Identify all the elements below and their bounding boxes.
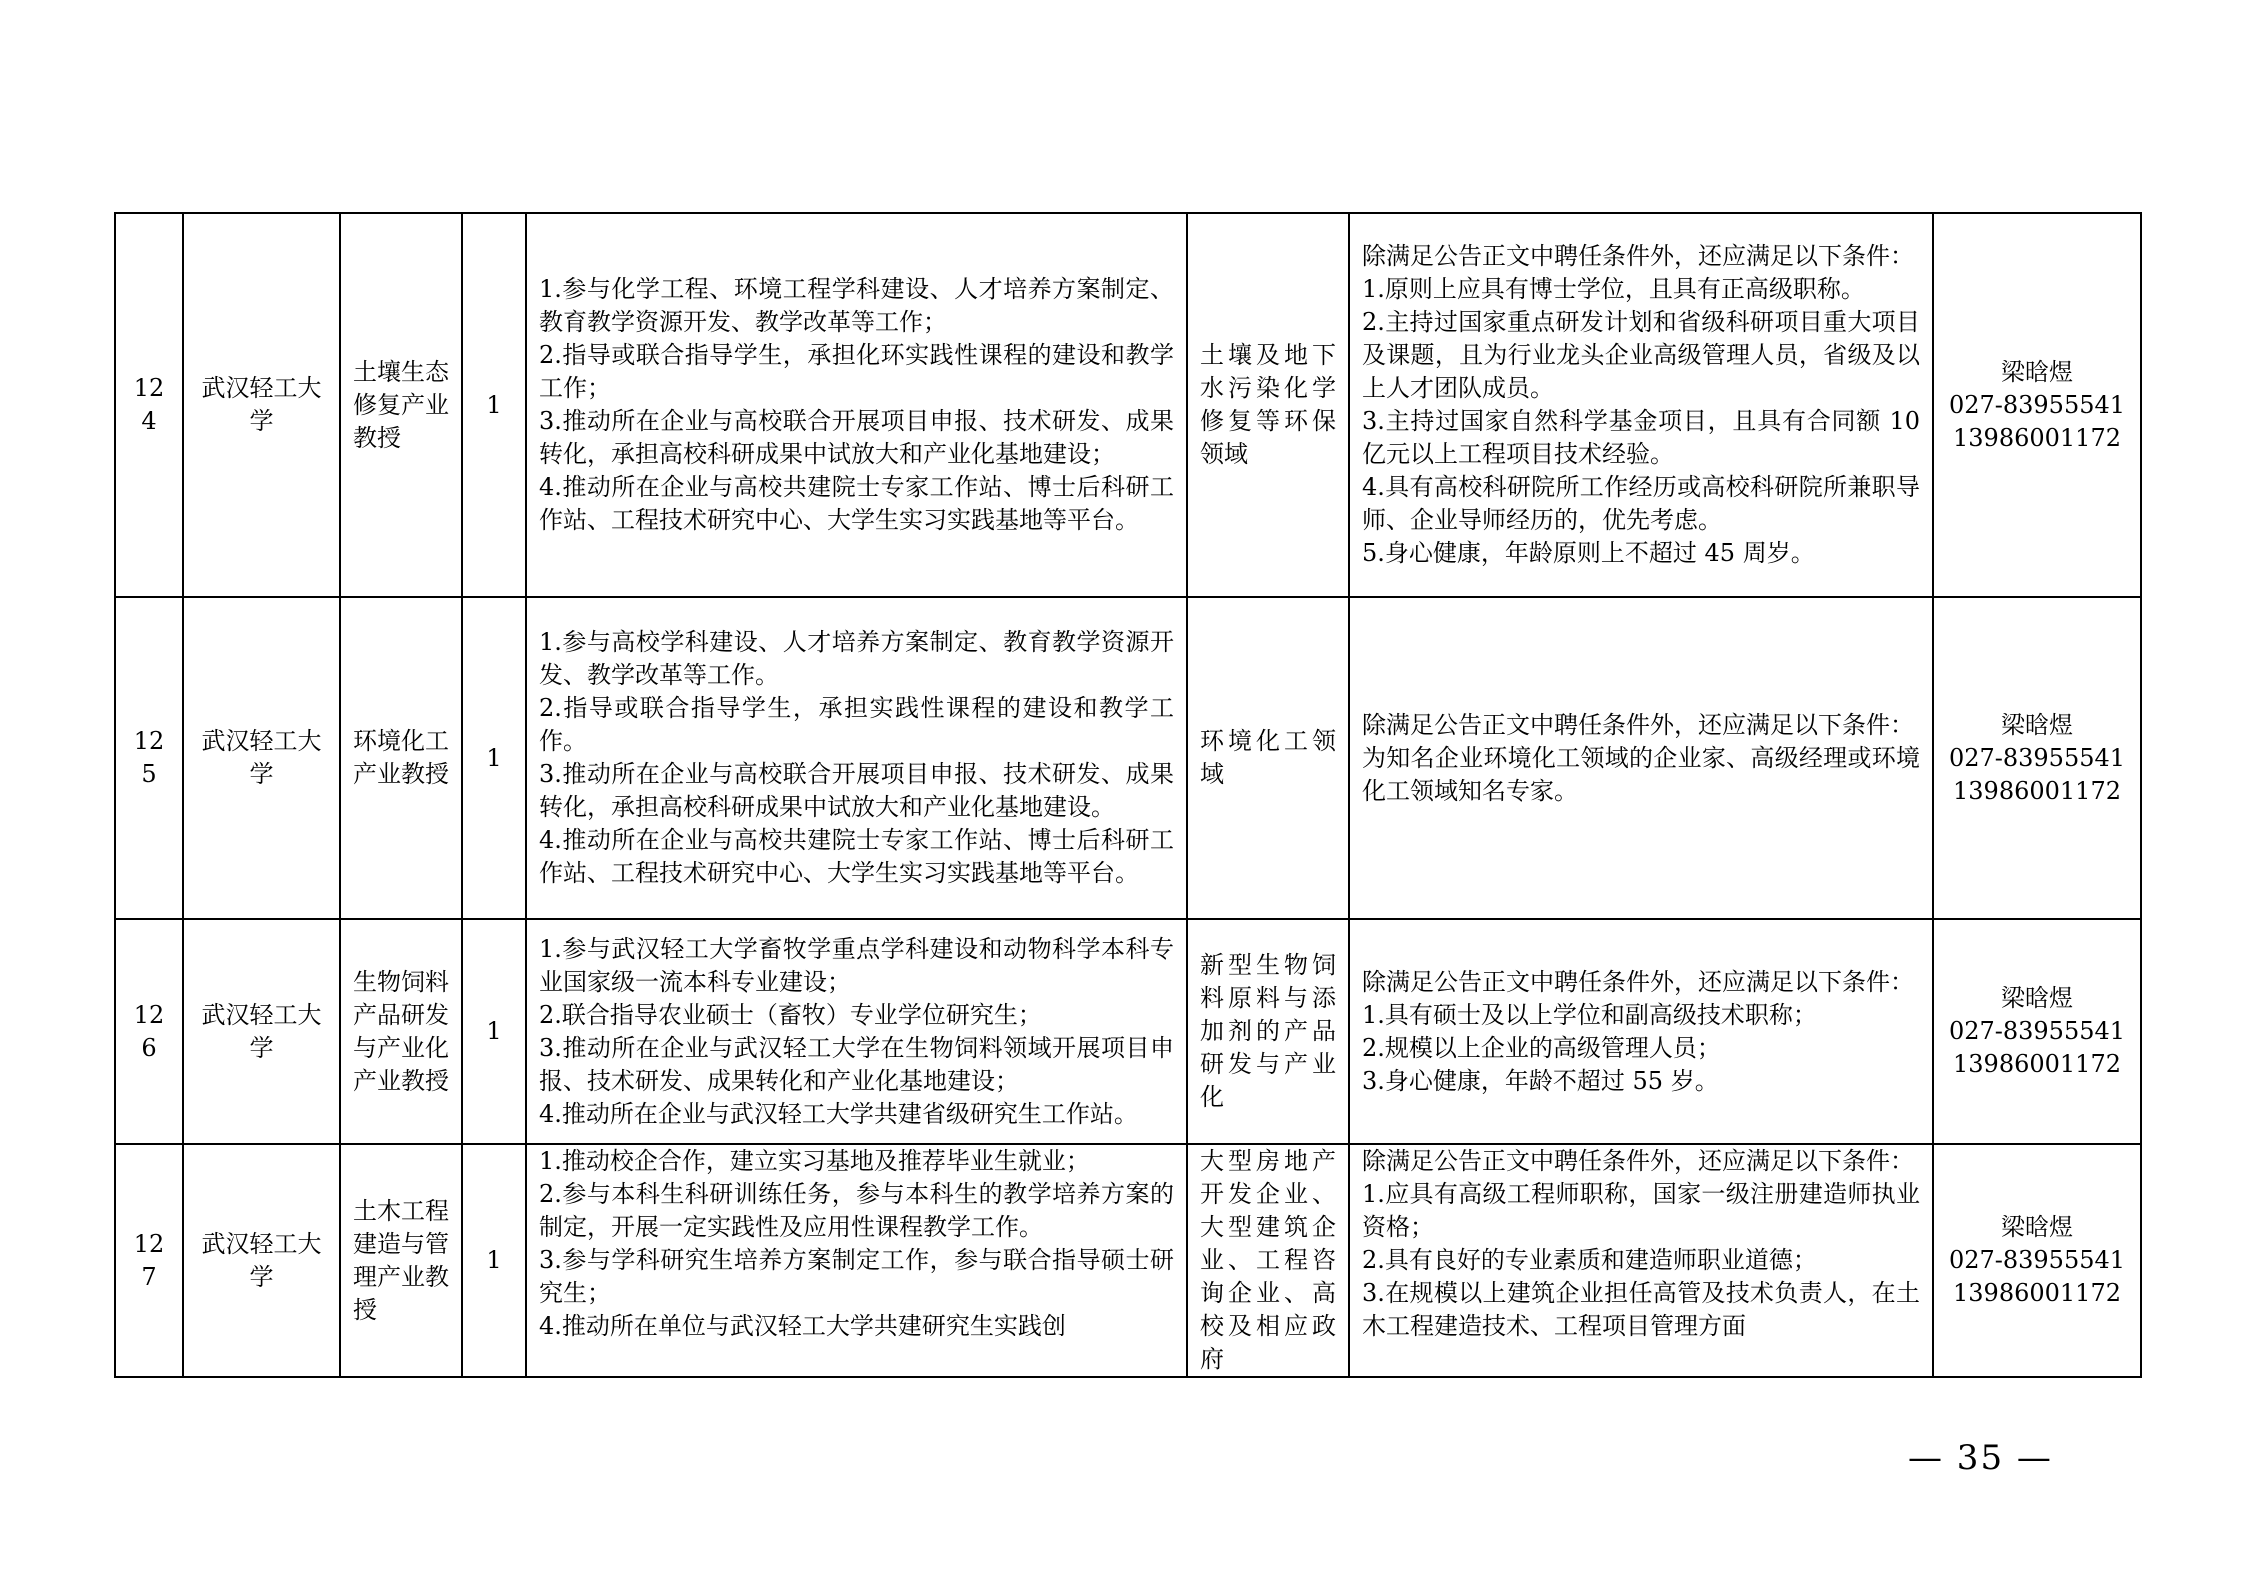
contact-mobile: 13986001172 — [1953, 776, 2121, 805]
requirements-cell — [1349, 597, 1933, 919]
requirement-line: 除满足公告正文中聘任条件外，还应满足以下条件： — [1362, 710, 1914, 739]
table-row — [115, 919, 2141, 1144]
requirement-line: 2.具有良好的专业素质和建造师职业道德； — [1362, 1246, 1817, 1274]
duty-line: 3.推动所在企业与高校联合开展项目申报、技术研发、成果转化，承担高校科研成果中试放大和产业化基地建设。 — [539, 760, 1174, 821]
duty-line: 1.参与武汉轻工大学畜牧学重点学科建设和动物科学本科专业国家级一流本科专业建设； — [539, 934, 1174, 996]
requirements-cell — [1349, 1144, 1933, 1377]
requirement-line: 3.主持过国家自然科学基金项目，且具有合同额 10 亿元以上工程项目技术经验。 — [1362, 407, 1920, 468]
table-row — [115, 597, 2141, 919]
requirement-line: 除满足公告正文中聘任条件外，还应满足以下条件： — [1362, 1147, 1914, 1175]
unit-name: 武汉轻工大学 — [183, 597, 340, 919]
requirements-cell — [1349, 919, 1933, 1144]
position-count: 1 — [462, 213, 526, 597]
requirements-cell — [1349, 213, 1933, 597]
row-number: 127 — [115, 1144, 183, 1377]
unit-name: 武汉轻工大学 — [183, 213, 340, 597]
contact-name: 梁晗煜 — [2001, 984, 2073, 1012]
row-number: 126 — [115, 919, 183, 1144]
recruitment-table-page — [114, 212, 2140, 1378]
duty-line: 3.参与学科研究生培养方案制定工作，参与联合指导硕士研究生； — [539, 1246, 1174, 1307]
duty-line: 1.推动校企合作，建立实习基地及推荐毕业生就业； — [539, 1147, 1090, 1175]
requirement-line: 3.在规模以上建筑企业担任高管及技术负责人，在土木工程建造技术、工程项目管理方面 — [1362, 1279, 1920, 1340]
duties-cell — [526, 919, 1187, 1144]
position-count: 1 — [462, 1144, 526, 1377]
contact-cell — [1933, 597, 2141, 919]
requirement-line: 2.主持过国家重点研发计划和省级科研项目重大项目及课题，且为行业龙头企业高级管理人员，省级及以上人才团队成员。 — [1362, 308, 1920, 402]
requirement-line: 2.规模以上企业的高级管理人员； — [1362, 1033, 1721, 1062]
requirement-line: 3.身心健康，年龄不超过 55 岁。 — [1362, 1066, 1719, 1095]
position-title: 生物饲料产品研发与产业化产业教授 — [340, 919, 462, 1144]
duty-line: 2.指导或联合指导学生，承担化环实践性课程的建设和教学工作； — [539, 341, 1174, 402]
contact-cell — [1933, 213, 2141, 597]
requirement-line: 除满足公告正文中聘任条件外，还应满足以下条件： — [1362, 967, 1914, 996]
duties-cell-inner — [539, 1145, 1174, 1343]
duty-line: 2.指导或联合指导学生，承担实践性课程的建设和教学工作。 — [539, 694, 1174, 755]
field-cell: 新型生物饲料原料与添加剂的产品研发与产业化 — [1187, 919, 1349, 1144]
contact-mobile: 13986001172 — [1953, 423, 2121, 452]
contact-name: 梁晗煜 — [2001, 710, 2073, 739]
requirements-cell-inner — [1362, 1145, 1920, 1343]
requirement-line: 1.原则上应具有博士学位，且具有正高级职称。 — [1362, 275, 1865, 303]
contact-phone: 027-83955541 — [1948, 390, 2126, 419]
unit-name: 武汉轻工大学 — [183, 1144, 340, 1377]
contact-name: 梁晗煜 — [2001, 357, 2073, 386]
requirement-line: 1.具有硕士及以上学位和副高级技术职称； — [1362, 1000, 1817, 1029]
field-cell: 环境化工领域 — [1187, 597, 1349, 919]
contact-name: 梁晗煜 — [2001, 1213, 2073, 1241]
requirement-line: 除满足公告正文中聘任条件外，还应满足以下条件： — [1362, 242, 1914, 270]
requirement-line: 1.应具有高级工程师职称，国家一级注册建造师执业资格； — [1362, 1180, 1920, 1241]
row-number: 124 — [115, 213, 183, 597]
requirement-line: 为知名企业环境化工领域的企业家、高级经理或环境化工领域知名专家。 — [1362, 743, 1920, 805]
field-cell: 大型房地产开发企业、大型建筑企业、工程咨询企业、高校及相应政府 — [1187, 1144, 1349, 1377]
field-cell: 土壤及地下水污染化学修复等环保领域 — [1187, 213, 1349, 597]
duty-line: 4.推动所在企业与高校共建院士专家工作站、博士后科研工作站、工程技术研究中心、大学生实习实践基地等平台。 — [539, 826, 1174, 887]
position-title: 环境化工产业教授 — [340, 597, 462, 919]
requirement-line: 5.身心健康，年龄原则上不超过 45 周岁。 — [1362, 539, 1815, 567]
requirement-line: 4.具有高校科研院所工作经历或高校科研院所兼职导师、企业导师经历的，优先考虑。 — [1362, 473, 1920, 534]
duty-line: 3.推动所在企业与武汉轻工大学在生物饲料领域开展项目申报、技术研发、成果转化和产业化基地建设； — [539, 1033, 1174, 1095]
unit-name: 武汉轻工大学 — [183, 919, 340, 1144]
contact-cell — [1933, 919, 2141, 1144]
contact-mobile: 13986001172 — [1953, 1279, 2121, 1307]
duty-line: 1.参与化学工程、环境工程学科建设、人才培养方案制定、教育教学资源开发、教学改革等工作； — [539, 275, 1174, 336]
table-row — [115, 1144, 2141, 1377]
duties-cell — [526, 597, 1187, 919]
duty-line: 2.参与本科生科研训练任务，参与本科生的教学培养方案的制定，开展一定实践性及应用性课程教学工作。 — [539, 1180, 1174, 1241]
duty-line: 4.推动所在企业与高校共建院士专家工作站、博士后科研工作站、工程技术研究中心、大学生实习实践基地等平台。 — [539, 473, 1174, 534]
contact-phone: 027-83955541 — [1948, 1017, 2126, 1045]
duty-line: 1.参与高校学科建设、人才培养方案制定、教育教学资源开发、教学改革等工作。 — [539, 628, 1174, 689]
duty-line: 4.推动所在企业与武汉轻工大学共建省级研究生工作站。 — [539, 1099, 1138, 1128]
contact-phone: 027-83955541 — [1948, 743, 2126, 772]
contact-cell — [1933, 1144, 2141, 1377]
duties-cell — [526, 1144, 1187, 1377]
recruitment-table — [114, 212, 2142, 1378]
position-title: 土木工程建造与管理产业教授 — [340, 1144, 462, 1377]
row-number: 125 — [115, 597, 183, 919]
position-count: 1 — [462, 919, 526, 1144]
duties-cell — [526, 213, 1187, 597]
duty-line: 2.联合指导农业硕士（畜牧）专业学位研究生； — [539, 1000, 1042, 1029]
page-number: — 35 — — [1908, 1438, 2053, 1478]
duty-line: 4.推动所在单位与武汉轻工大学共建研究生实践创 — [539, 1312, 1066, 1340]
position-count: 1 — [462, 597, 526, 919]
table-row — [115, 213, 2141, 597]
contact-phone: 027-83955541 — [1948, 1246, 2126, 1274]
position-title: 土壤生态修复产业教授 — [340, 213, 462, 597]
contact-mobile: 13986001172 — [1953, 1050, 2121, 1078]
duty-line: 3.推动所在企业与高校联合开展项目申报、技术研发、成果转化，承担高校科研成果中试放大和产业化基地建设； — [539, 407, 1174, 468]
